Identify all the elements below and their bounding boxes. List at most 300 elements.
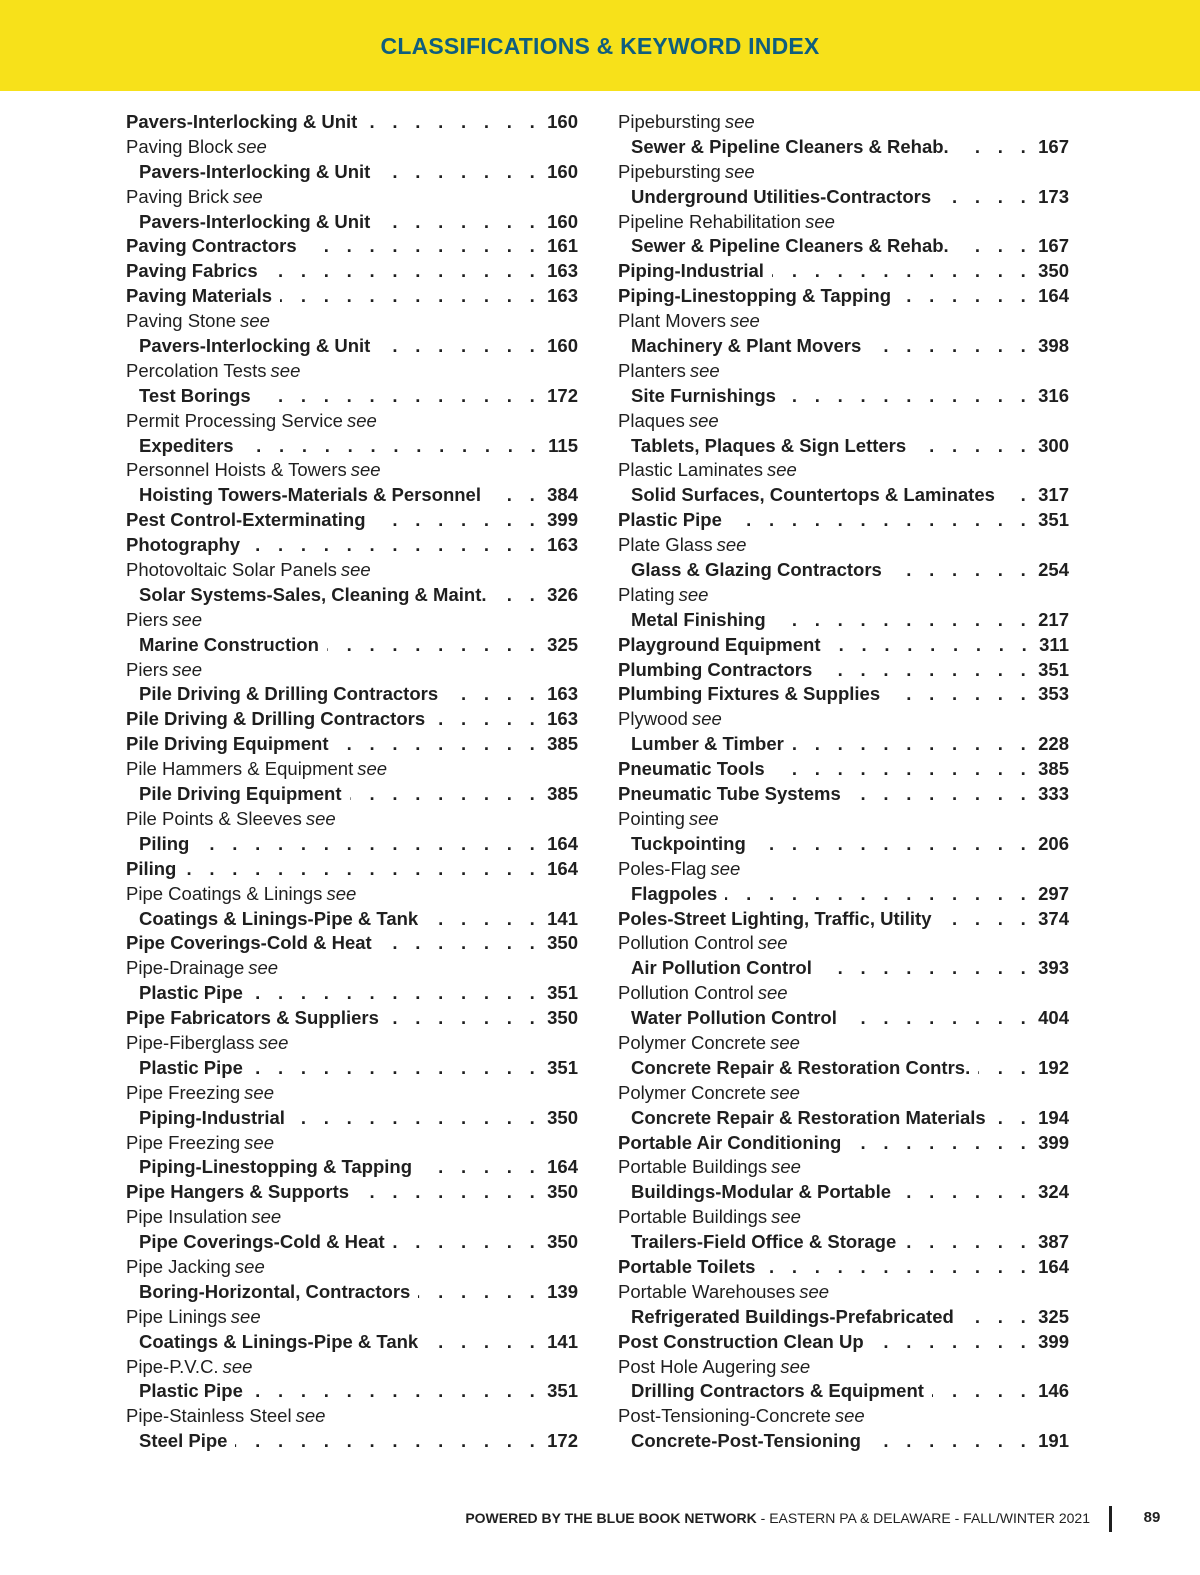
index-see-target-entry [618, 334, 1069, 359]
dot-leader [378, 210, 541, 235]
page-reference: 164 [1038, 285, 1069, 307]
index-cross-reference [126, 409, 578, 434]
page-reference: 399 [1038, 1330, 1069, 1352]
see-keyword: see [234, 1255, 265, 1277]
dot-leader [280, 284, 541, 309]
dot-leader [932, 1379, 1032, 1404]
dot-leader [940, 907, 1033, 932]
see-keyword: see [834, 1405, 865, 1427]
dot-leader [849, 782, 1032, 807]
index-classification-entry [126, 931, 578, 956]
cross-reference-term: Plate Glass [618, 534, 713, 556]
index-see-target-entry [126, 483, 578, 508]
index-classification-entry [126, 508, 578, 533]
see-keyword: see [244, 1081, 274, 1103]
see-keyword: see [691, 708, 722, 730]
page-reference: 115 [548, 434, 578, 456]
page-reference: 387 [1038, 1231, 1069, 1253]
dot-leader [184, 857, 541, 882]
classification-name: Water Pollution Control [631, 1007, 837, 1029]
index-classification-entry [618, 682, 1069, 707]
index-see-target-entry [618, 558, 1069, 583]
classification-name: Piling [126, 857, 177, 879]
classification-name: Photography [126, 534, 241, 556]
index-cross-reference [618, 1155, 1069, 1180]
index-see-target-entry [618, 1006, 1069, 1031]
dot-leader [772, 259, 1032, 284]
classification-name: Paving Fabrics [126, 260, 258, 282]
cross-reference-term: Plastic Laminates [618, 459, 763, 481]
dot-leader [426, 907, 541, 932]
cross-reference-term: Portable Buildings [618, 1156, 768, 1178]
index-cross-reference [126, 658, 578, 683]
classification-name: Plastic Pipe [139, 1380, 243, 1402]
index-see-target-entry [126, 907, 578, 932]
classification-name: Piping-Industrial [618, 260, 764, 282]
dot-leader [763, 1255, 1032, 1280]
index-cross-reference [126, 135, 578, 160]
cross-reference-term: Poles-Flag [618, 857, 707, 879]
classification-name: Plumbing Fixtures & Supplies [618, 683, 881, 705]
page-reference: 173 [1038, 185, 1069, 207]
page-reference: 206 [1038, 832, 1069, 854]
page-reference: 316 [1038, 384, 1069, 406]
classification-name: Paving Contractors [126, 235, 297, 257]
see-keyword: see [799, 1280, 830, 1302]
classification-name: Underground Utilities-Contractors [631, 185, 932, 207]
see-keyword: see [766, 459, 797, 481]
index-see-target-entry [126, 1429, 578, 1454]
page-reference: 167 [1038, 135, 1069, 157]
dot-leader [293, 1106, 541, 1131]
page-reference: 172 [547, 384, 578, 406]
index-see-target-entry [126, 434, 578, 459]
see-keyword: see [222, 1355, 253, 1377]
dot-leader [387, 1006, 541, 1031]
see-keyword: see [689, 359, 720, 381]
cross-reference-term: Pollution Control [618, 982, 754, 1004]
see-keyword: see [724, 111, 755, 132]
classification-name: Poles-Street Lighting, Traffic, Utility [618, 907, 932, 929]
index-column-left [126, 110, 578, 1454]
index-see-target-entry [618, 1180, 1069, 1205]
cross-reference-term: Plaques [618, 409, 685, 431]
classification-name: Solar Systems-Sales, Cleaning & Maint. [139, 583, 487, 605]
see-keyword: see [230, 1305, 261, 1327]
page-reference: 350 [547, 932, 578, 954]
index-classification-entry [126, 857, 578, 882]
cross-reference-term: Permit Processing Service [126, 409, 343, 431]
index-cross-reference [618, 1205, 1069, 1230]
page-reference: 311 [1039, 633, 1069, 655]
dot-leader [845, 1006, 1032, 1031]
footer-divider [1109, 1506, 1112, 1532]
index-cross-reference [126, 1081, 578, 1106]
dot-leader [327, 633, 541, 658]
see-keyword: see [771, 1156, 801, 1178]
dot-leader [266, 259, 542, 284]
page-reference: 164 [547, 1156, 578, 1178]
classification-name: Portable Toilets [618, 1255, 756, 1277]
classification-name: Drilling Contractors & Equipment [631, 1380, 924, 1402]
cross-reference-term: Pipe Jacking [126, 1255, 231, 1277]
page-reference: 297 [1038, 882, 1069, 904]
index-see-target-entry [618, 956, 1069, 981]
index-cross-reference [618, 1280, 1069, 1305]
index-cross-reference [618, 583, 1069, 608]
page-reference: 160 [547, 335, 578, 357]
index-cross-reference [126, 1031, 578, 1056]
see-keyword: see [710, 857, 741, 879]
cross-reference-term: Pile Hammers & Equipment [126, 758, 354, 780]
index-see-target-entry [126, 832, 578, 857]
page-reference: 324 [1038, 1181, 1069, 1203]
index-see-target-entry [126, 583, 578, 608]
dot-leader [495, 583, 542, 608]
dot-leader [820, 956, 1032, 981]
classification-name: Refrigerated Buildings-Prefabricated [631, 1305, 954, 1327]
classification-name: Pile Driving Equipment [126, 733, 329, 755]
classification-name: Paving Materials [126, 285, 273, 307]
classification-name: Pavers-Interlocking & Unit [126, 111, 358, 132]
index-cross-reference [126, 608, 578, 633]
page-reference: 167 [1038, 235, 1069, 257]
dot-leader [725, 882, 1032, 907]
index-cross-reference [126, 1255, 578, 1280]
see-keyword: see [350, 459, 381, 481]
index-classification-entry [618, 658, 1069, 683]
cross-reference-term: Plating [618, 583, 675, 605]
page-reference: 385 [547, 783, 578, 805]
see-keyword: see [729, 310, 760, 332]
page-reference: 350 [547, 1181, 578, 1203]
index-classification-entry [126, 259, 578, 284]
footer-brand: POWERED BY THE BLUE BOOK NETWORK [465, 1510, 757, 1526]
dot-leader [489, 483, 541, 508]
dot-leader [418, 1280, 541, 1305]
classification-name: Plastic Pipe [139, 1056, 243, 1078]
page-reference: 404 [1038, 1007, 1069, 1029]
index-cross-reference [126, 1305, 578, 1330]
see-keyword: see [240, 310, 270, 332]
index-cross-reference [126, 956, 578, 981]
classification-name: Piling [139, 832, 190, 854]
classification-name: Flagpoles [631, 882, 718, 904]
dot-leader [374, 508, 542, 533]
index-see-target-entry [618, 1056, 1069, 1081]
index-see-target-entry [618, 384, 1069, 409]
dot-leader [1003, 483, 1032, 508]
classification-name: Site Furnishings [631, 384, 776, 406]
index-cross-reference [618, 1081, 1069, 1106]
dot-leader [888, 682, 1032, 707]
cross-reference-term: Pointing [618, 807, 685, 829]
classification-name: Glass & Glazing Contractors [631, 559, 882, 581]
footer-publication-line [0, 1510, 1090, 1526]
index-cross-reference [126, 757, 578, 782]
page-reference: 326 [547, 583, 578, 605]
index-cross-reference [618, 857, 1069, 882]
cross-reference-term: Pipe Insulation [126, 1206, 248, 1228]
classification-name: Plastic Pipe [618, 509, 722, 531]
page-reference: 163 [547, 534, 578, 556]
see-keyword: see [678, 583, 709, 605]
index-classification-entry [618, 259, 1069, 284]
cross-reference-term: Paving Brick [126, 185, 229, 207]
classification-name: Pavers-Interlocking & Unit [139, 210, 371, 232]
page-reference: 254 [1038, 559, 1069, 581]
index-classification-entry [126, 234, 578, 259]
see-keyword: see [232, 185, 263, 207]
see-keyword: see [258, 1031, 289, 1053]
index-cross-reference [618, 807, 1069, 832]
footer-edition: - EASTERN PA & DELAWARE - FALL/WINTER 2021 [756, 1510, 1090, 1526]
see-keyword: see [805, 210, 835, 232]
cross-reference-term: Piers [126, 658, 169, 680]
index-classification-entry [618, 1255, 1069, 1280]
index-classification-entry [618, 284, 1069, 309]
dot-leader [754, 832, 1032, 857]
dot-leader [869, 334, 1032, 359]
cross-reference-term: Pipebursting [618, 111, 721, 132]
dot-leader [774, 608, 1032, 633]
cross-reference-term: Plywood [618, 708, 688, 730]
see-keyword: see [716, 534, 747, 556]
index-see-target-entry [618, 732, 1069, 757]
dot-leader [899, 1180, 1032, 1205]
classification-name: Pipe Coverings-Cold & Heat [126, 932, 372, 954]
dot-leader [393, 1230, 541, 1255]
index-classification-entry [618, 508, 1069, 533]
index-see-target-entry [126, 384, 578, 409]
dot-leader [337, 732, 542, 757]
index-see-target-entry [126, 1379, 578, 1404]
index-see-target-entry [618, 135, 1069, 160]
page-reference: 164 [547, 832, 578, 854]
classification-name: Coatings & Linings-Pipe & Tank [139, 907, 419, 929]
classification-name: Tablets, Plaques & Sign Letters [631, 434, 907, 456]
index-classification-entry [618, 782, 1069, 807]
classification-name: Pneumatic Tools [618, 758, 765, 780]
index-cross-reference [618, 309, 1069, 334]
cross-reference-term: Paving Stone [126, 310, 237, 332]
cross-reference-term: Post Hole Augering [618, 1355, 777, 1377]
page-reference: 350 [547, 1231, 578, 1253]
index-classification-entry [618, 757, 1069, 782]
dot-leader [380, 931, 541, 956]
classification-name: Trailers-Field Office & Storage [631, 1231, 897, 1253]
index-cross-reference [618, 1404, 1069, 1429]
cross-reference-term: Pipe Linings [126, 1305, 227, 1327]
cross-reference-term: Plant Movers [618, 310, 726, 332]
dot-leader [962, 1305, 1032, 1330]
index-cross-reference [618, 359, 1069, 384]
see-keyword: see [270, 359, 301, 381]
dot-leader [849, 1131, 1032, 1156]
cross-reference-term: Piers [126, 608, 169, 630]
classification-name: Concrete-Post-Tensioning [631, 1430, 861, 1452]
see-keyword: see [771, 1206, 801, 1228]
see-keyword: see [724, 160, 755, 182]
index-cross-reference [126, 1131, 578, 1156]
index-cross-reference [126, 1205, 578, 1230]
classification-name: Sewer & Pipeline Cleaners & Rehab. [631, 235, 949, 257]
dot-leader [820, 658, 1032, 683]
cross-reference-term: Pipe-P.V.C. [126, 1355, 219, 1377]
page-reference: 161 [547, 235, 578, 257]
classification-name: Plumbing Contractors [618, 658, 813, 680]
index-see-target-entry [126, 334, 578, 359]
page-reference: 146 [1038, 1380, 1069, 1402]
index-classification-entry [126, 533, 578, 558]
page-reference: 374 [1038, 907, 1069, 929]
index-cross-reference [618, 1031, 1069, 1056]
cross-reference-term: Photovoltaic Solar Panels [126, 559, 337, 581]
dot-leader [248, 533, 541, 558]
page-reference: 163 [547, 683, 578, 705]
dot-leader [957, 234, 1032, 259]
index-cross-reference [126, 309, 578, 334]
classification-name: Pile Driving & Drilling Contractors [139, 683, 439, 705]
see-keyword: see [770, 1081, 800, 1103]
classification-name: Pipe Coverings-Cold & Heat [139, 1231, 385, 1253]
page-reference: 191 [1038, 1430, 1069, 1452]
classification-name: Hoisting Towers-Materials & Personnel [139, 484, 481, 506]
see-keyword: see [251, 1206, 282, 1228]
page-title: CLASSIFICATIONS & KEYWORD INDEX [380, 33, 820, 59]
dot-leader [378, 160, 541, 185]
index-classification-entry [618, 907, 1069, 932]
index-see-target-entry [126, 1106, 578, 1131]
classification-name: Piping-Linestopping & Tapping [139, 1156, 413, 1178]
index-see-target-entry [126, 1056, 578, 1081]
dot-leader [433, 707, 541, 732]
index-cross-reference [618, 707, 1069, 732]
cross-reference-term: Polymer Concrete [618, 1031, 767, 1053]
classification-name: Piping-Linestopping & Tapping [618, 285, 892, 307]
page-reference: 399 [547, 509, 578, 531]
dot-leader [869, 1429, 1032, 1454]
page-reference: 317 [1038, 484, 1069, 506]
page-reference: 192 [1038, 1056, 1069, 1078]
index-cross-reference [126, 1404, 578, 1429]
classification-name: Concrete Repair & Restoration Materials [631, 1106, 986, 1128]
page-reference: 351 [547, 1380, 578, 1402]
index-see-target-entry [618, 1305, 1069, 1330]
index-classification-entry [618, 633, 1069, 658]
dot-leader [899, 284, 1032, 309]
page-reference: 325 [547, 633, 578, 655]
dot-leader [890, 558, 1032, 583]
see-keyword: see [340, 559, 371, 581]
dot-leader [305, 234, 541, 259]
classification-name: Playground Equipment [618, 633, 821, 655]
dot-leader [957, 135, 1032, 160]
dot-leader [904, 1230, 1032, 1255]
see-keyword: see [770, 1031, 800, 1053]
dot-leader [773, 757, 1032, 782]
dot-leader [350, 782, 542, 807]
classification-name: Pneumatic Tube Systems [618, 783, 841, 805]
index-classification-entry [126, 1006, 578, 1031]
dot-leader [446, 682, 541, 707]
index-see-target-entry [126, 782, 578, 807]
index-cross-reference [618, 210, 1069, 235]
page-reference: 353 [1038, 683, 1069, 705]
page-reference: 141 [547, 1330, 578, 1352]
dot-leader [365, 110, 541, 135]
dot-leader [784, 384, 1032, 409]
see-keyword: see [172, 658, 202, 680]
classification-name: Buildings-Modular & Portable [631, 1181, 892, 1203]
classification-name: Sewer & Pipeline Cleaners & Rehab. [631, 135, 949, 157]
classification-name: Air Pollution Control [631, 957, 812, 979]
cross-reference-term: Planters [618, 359, 686, 381]
page-reference: 351 [547, 1056, 578, 1078]
page-reference: 399 [1038, 1131, 1069, 1153]
index-cross-reference [618, 409, 1069, 434]
index-classification-entry [126, 284, 578, 309]
classification-name: Pest Control-Exterminating [126, 509, 366, 531]
cross-reference-term: Pipebursting [618, 160, 721, 182]
index-classification-entry [126, 110, 578, 135]
classification-name: Coatings & Linings-Pipe & Tank [139, 1330, 419, 1352]
page-reference: 333 [1038, 783, 1069, 805]
cross-reference-term: Paving Block [126, 135, 233, 157]
page-reference: 300 [1038, 434, 1069, 456]
index-classification-entry [126, 1180, 578, 1205]
cross-reference-term: Polymer Concrete [618, 1081, 767, 1103]
classification-name: Machinery & Plant Movers [631, 335, 862, 357]
dot-leader [828, 633, 1033, 658]
classification-name: Portable Air Conditioning [618, 1131, 842, 1153]
index-see-target-entry [618, 185, 1069, 210]
classification-name: Plastic Pipe [139, 982, 243, 1004]
index-see-target-entry [126, 1230, 578, 1255]
index-cross-reference [126, 1355, 578, 1380]
index-cross-reference [126, 458, 578, 483]
see-keyword: see [357, 758, 388, 780]
index-classification-entry [126, 732, 578, 757]
dot-leader [420, 1155, 541, 1180]
index-see-target-entry [126, 210, 578, 235]
page-reference: 385 [547, 733, 578, 755]
cross-reference-term: Pollution Control [618, 932, 754, 954]
classification-name: Metal Finishing [631, 608, 766, 630]
index-see-target-entry [126, 682, 578, 707]
page-reference: 164 [547, 857, 578, 879]
page-reference: 160 [547, 160, 578, 182]
cross-reference-term: Percolation Tests [126, 359, 267, 381]
see-keyword: see [295, 1405, 326, 1427]
dot-leader [792, 732, 1032, 757]
page-reference: 350 [547, 1007, 578, 1029]
cross-reference-term: Pipe-Fiberglass [126, 1031, 255, 1053]
index-see-target-entry [618, 832, 1069, 857]
page-reference: 325 [1038, 1305, 1069, 1327]
index-see-target-entry [618, 234, 1069, 259]
index-cross-reference [126, 882, 578, 907]
index-see-target-entry [126, 633, 578, 658]
see-keyword: see [244, 1131, 274, 1153]
classification-name: Concrete Repair & Restoration Contrs. [631, 1056, 971, 1078]
index-see-target-entry [126, 1155, 578, 1180]
dot-leader [242, 434, 543, 459]
see-keyword: see [688, 807, 719, 829]
page-reference: 228 [1038, 733, 1069, 755]
see-keyword: see [172, 608, 202, 630]
classification-name: Piping-Industrial [139, 1106, 285, 1128]
